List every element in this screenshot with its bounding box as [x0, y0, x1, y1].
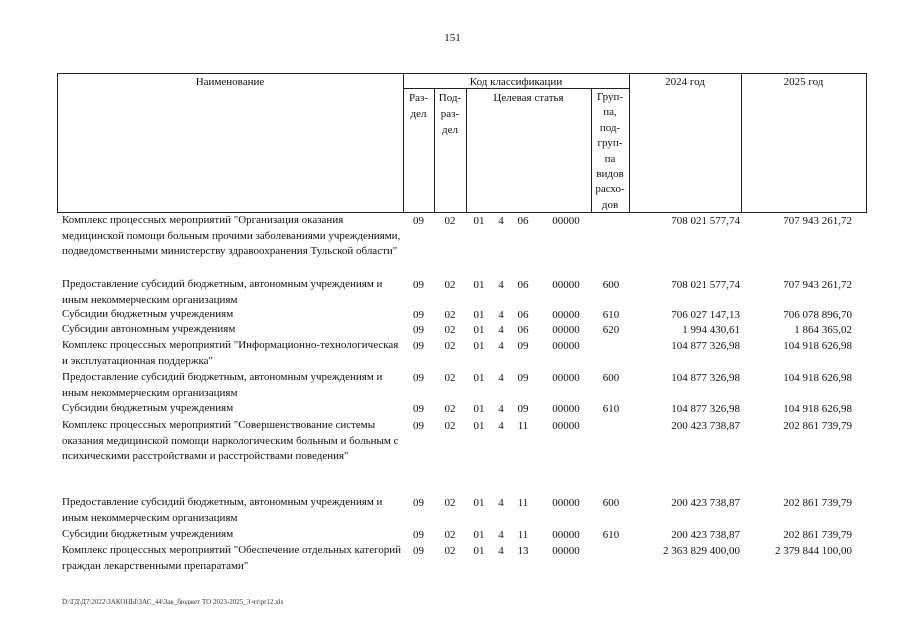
cell-name: Комплекс процессных мероприятий "Информационно-технологическая и эксплуатационная поддержка": [62, 339, 399, 367]
cell-razdel: 09: [413, 309, 424, 321]
cell-target-complex: 11: [517, 420, 529, 432]
cell-target-direction: 00000: [552, 403, 580, 415]
cell-podrazdel: 02: [444, 279, 456, 291]
cell-target-complex: 09: [517, 372, 529, 384]
cell-target-complex: 13: [517, 545, 529, 557]
cell-razdel: 09: [413, 324, 424, 336]
cell-target-type: 4: [498, 215, 504, 227]
col-border-right: [866, 73, 867, 213]
cell-value-2025: 104 918 626,98: [783, 403, 852, 415]
cell-target-type: 4: [498, 497, 504, 509]
cell-podrazdel: 02: [444, 497, 456, 509]
cell-value-2024: 104 877 326,98: [671, 340, 740, 352]
cell-name: Комплекс процессных мероприятий "Обеспечение отдельных категорий граждан лекарственными препаратами": [62, 544, 401, 572]
cell-razdel: 09: [413, 497, 424, 509]
cell-podrazdel: 02: [444, 372, 456, 384]
header-name: Наименование: [195, 76, 265, 88]
cell-target-type: 4: [498, 324, 504, 336]
cell-target-direction: 00000: [552, 420, 580, 432]
cell-name: Комплекс процессных мероприятий "Совершенствование системы оказания медицинской помощи наркологическим больным и больным с психическими расстройствами и расстройствами поведения": [62, 419, 399, 462]
cell-value-2024: 104 877 326,98: [671, 403, 740, 415]
cell-group: 600: [602, 372, 620, 384]
cell-target-type: 4: [498, 340, 504, 352]
cell-value-2025: 104 918 626,98: [783, 340, 852, 352]
cell-value-2025: 202 861 739,79: [783, 420, 852, 432]
cell-target-complex: 11: [517, 497, 529, 509]
file-path-footer: D:\ГД\Д7\2022\ЗАКОНЫ\ЗАС_44\Зак_бюджет ТО 2023-2025_3 чт\pr12.xls: [62, 598, 284, 606]
cell-podrazdel: 02: [444, 403, 456, 415]
cell-value-2025: 202 861 739,79: [783, 497, 852, 509]
cell-target-type: 4: [498, 420, 504, 432]
cell-target-program: 01: [473, 420, 485, 432]
cell-razdel: 09: [413, 279, 424, 291]
cell-target-direction: 00000: [552, 279, 580, 291]
cell-podrazdel: 02: [444, 529, 456, 541]
cell-podrazdel: 02: [444, 420, 456, 432]
cell-razdel: 09: [413, 215, 424, 227]
cell-target-type: 4: [498, 403, 504, 415]
cell-group: 600: [602, 497, 620, 509]
cell-target-complex: 11: [517, 529, 529, 541]
header-2025: 2025 год: [783, 76, 824, 88]
cell-target-complex: 06: [517, 215, 529, 227]
cell-razdel: 09: [413, 420, 424, 432]
header-razdel: Раз- дел: [408, 92, 428, 120]
cell-target-direction: 00000: [552, 324, 580, 336]
header-2024: 2024 год: [665, 76, 705, 88]
cell-name: Субсидии бюджетным учреждениям: [62, 308, 234, 320]
cell-group: 610: [602, 309, 620, 321]
col-border-left: [57, 73, 58, 213]
cell-group: 610: [602, 529, 620, 541]
header-podrazdel: Под- раз- дел: [438, 92, 462, 136]
cell-name: Предоставление субсидий бюджетным, автономным учреждениям и иным некоммерческим организациям: [62, 371, 383, 399]
header-code: Код классификации: [469, 76, 563, 88]
cell-value-2024: 1 994 430,61: [682, 324, 740, 336]
cell-target-direction: 00000: [552, 215, 580, 227]
cell-target-direction: 00000: [552, 372, 580, 384]
cell-value-2024: 708 021 577,74: [671, 215, 740, 227]
page-number: 151: [444, 32, 461, 44]
cell-value-2024: 706 027 147,13: [671, 309, 740, 321]
cell-group: 610: [602, 403, 620, 415]
cell-name: Субсидии бюджетным учреждениям: [62, 528, 234, 540]
cell-value-2024: 2 363 829 400,00: [663, 545, 740, 557]
cell-podrazdel: 02: [444, 309, 456, 321]
cell-target-type: 4: [498, 545, 504, 557]
cell-value-2025: 706 078 896,70: [783, 309, 852, 321]
cell-value-2025: 707 943 261,72: [783, 215, 852, 227]
cell-target-type: 4: [498, 279, 504, 291]
cell-target-program: 01: [473, 372, 485, 384]
cell-value-2024: 200 423 738,87: [671, 420, 740, 432]
cell-value-2025: 2 379 844 100,00: [775, 545, 852, 557]
cell-target-program: 01: [473, 309, 485, 321]
cell-target-type: 4: [498, 309, 504, 321]
cell-target-complex: 06: [517, 279, 529, 291]
cell-name: Субсидии бюджетным учреждениям: [62, 402, 234, 414]
cell-name: Комплекс процессных мероприятий "Организация оказания медицинской помощи больным прочими заболеваниями учреждениями, подведомственными министерству здравоохранения Тульской области": [62, 214, 401, 257]
cell-value-2025: 1 864 365,02: [794, 324, 852, 336]
cell-podrazdel: 02: [444, 324, 456, 336]
cell-target-direction: 00000: [552, 497, 580, 509]
cell-group: 600: [602, 279, 620, 291]
cell-target-type: 4: [498, 372, 504, 384]
cell-name: Предоставление субсидий бюджетным, автономным учреждениям и иным некоммерческим организациям: [62, 496, 383, 524]
cell-value-2025: 104 918 626,98: [783, 372, 852, 384]
cell-razdel: 09: [413, 529, 424, 541]
cell-target-complex: 06: [517, 309, 529, 321]
cell-target-program: 01: [473, 497, 485, 509]
cell-value-2025: 707 943 261,72: [783, 279, 852, 291]
cell-target-type: 4: [498, 529, 504, 541]
col-border-group: [629, 73, 630, 213]
header-target: Целевая статья: [493, 92, 564, 104]
cell-razdel: 09: [413, 340, 424, 352]
cell-target-direction: 00000: [552, 309, 580, 321]
cell-target-program: 01: [473, 279, 485, 291]
cell-podrazdel: 02: [444, 215, 456, 227]
cell-name: Субсидии автономным учреждениям: [62, 323, 236, 335]
cell-target-complex: 06: [517, 324, 529, 336]
cell-value-2024: 200 423 738,87: [671, 529, 740, 541]
cell-podrazdel: 02: [444, 340, 456, 352]
cell-value-2025: 202 861 739,79: [783, 529, 852, 541]
cell-target-direction: 00000: [552, 529, 580, 541]
cell-podrazdel: 02: [444, 545, 456, 557]
cell-value-2024: 104 877 326,98: [671, 372, 740, 384]
cell-target-direction: 00000: [552, 340, 580, 352]
col-border-podrazdel: [466, 88, 467, 213]
cell-target-program: 01: [473, 403, 485, 415]
col-border-2024: [741, 73, 742, 213]
cell-target-complex: 09: [517, 403, 529, 415]
cell-target-program: 01: [473, 529, 485, 541]
cell-razdel: 09: [413, 545, 424, 557]
cell-target-direction: 00000: [552, 545, 580, 557]
cell-razdel: 09: [413, 372, 424, 384]
cell-target-program: 01: [473, 324, 485, 336]
cell-group: 620: [602, 324, 620, 336]
header-group: Груп- па, под- груп- па видов расхо- дов: [595, 91, 625, 211]
cell-value-2024: 708 021 577,74: [671, 279, 740, 291]
cell-target-program: 01: [473, 215, 485, 227]
cell-target-program: 01: [473, 340, 485, 352]
cell-name: Предоставление субсидий бюджетным, автономным учреждениям и иным некоммерческим организациям: [62, 278, 383, 306]
cell-razdel: 09: [413, 403, 424, 415]
cell-value-2024: 200 423 738,87: [671, 497, 740, 509]
cell-target-program: 01: [473, 545, 485, 557]
cell-target-complex: 09: [517, 340, 529, 352]
